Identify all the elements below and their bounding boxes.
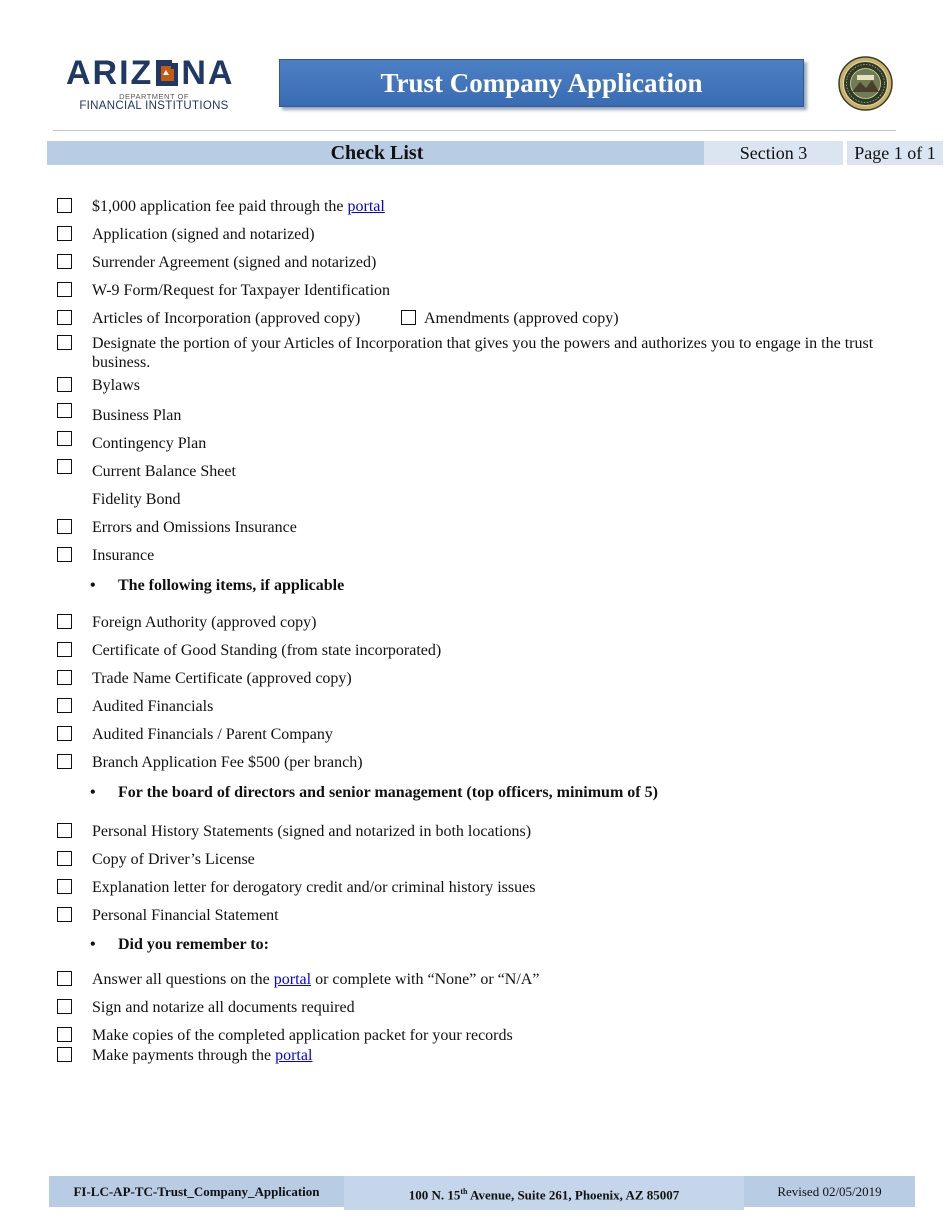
section-number: Section 3 xyxy=(704,141,843,165)
section-title-bar xyxy=(47,141,936,165)
checkbox[interactable] xyxy=(57,1027,72,1042)
checkbox[interactable] xyxy=(57,1047,72,1062)
portal-link[interactable]: portal xyxy=(347,198,385,215)
checkbox[interactable] xyxy=(57,823,72,838)
item-label: $1,000 application fee paid through the xyxy=(92,198,348,215)
footer-revised-date: Revised 02/05/2019 xyxy=(777,1184,882,1199)
item-label: Fidelity Bond xyxy=(92,491,181,508)
bullet-icon: • xyxy=(90,784,96,801)
item-label: Sign and notarize all documents required xyxy=(92,999,355,1016)
checkbox[interactable] xyxy=(57,431,72,446)
page-title: Check List xyxy=(330,142,424,164)
item-label: Current Balance Sheet xyxy=(92,463,236,480)
footer-form-id: FI-LC-AP-TC-Trust_Company_Application xyxy=(73,1184,320,1199)
header-divider xyxy=(53,130,896,131)
checkbox[interactable] xyxy=(57,459,72,474)
item-label: Foreign Authority (approved copy) xyxy=(92,614,317,631)
checkbox[interactable] xyxy=(57,698,72,713)
checkbox[interactable] xyxy=(57,335,72,350)
checkbox[interactable] xyxy=(57,642,72,657)
logo-text-left: ARIZ xyxy=(66,53,154,92)
item-label: Copy of Driver’s License xyxy=(92,851,255,868)
footer-address-street: 100 N. 15 xyxy=(408,1187,461,1203)
logo-department: DEPARTMENT OF xyxy=(119,92,189,101)
checkbox[interactable] xyxy=(57,254,72,269)
logo-institutions: FINANCIAL INSTITUTIONS xyxy=(79,100,229,112)
checkbox[interactable] xyxy=(57,670,72,685)
checkbox[interactable] xyxy=(57,519,72,534)
section-heading-text: For the board of directors and senior management (top officers, minimum of 5) xyxy=(118,784,658,801)
item-label: Explanation letter for derogatory credit and/or criminal history issues xyxy=(92,879,536,896)
item-label: Bylaws xyxy=(92,377,140,394)
checkbox[interactable] xyxy=(57,726,72,741)
checkbox[interactable] xyxy=(57,879,72,894)
checkbox[interactable] xyxy=(57,226,72,241)
footer-address xyxy=(344,1176,744,1210)
logo-text-right: NA xyxy=(181,53,235,92)
checkbox[interactable] xyxy=(57,907,72,922)
item-label: Make copies of the completed application packet for your records xyxy=(92,1027,513,1044)
footer-address-city: Avenue, Suite 261, Phoenix, AZ 85007 xyxy=(467,1187,680,1203)
item-label: Audited Financials / Parent Company xyxy=(92,726,333,743)
item-label: Errors and Omissions Insurance xyxy=(92,519,297,536)
item-label: Insurance xyxy=(92,547,155,564)
item-label: Surrender Agreement (signed and notarized) xyxy=(92,254,377,271)
checkbox[interactable] xyxy=(57,547,72,562)
section-heading-text: Did you remember to: xyxy=(118,936,269,953)
footer-address-suffix: th xyxy=(460,1187,468,1196)
checkbox[interactable] xyxy=(57,310,72,325)
document-title-banner: Trust Company Application xyxy=(279,59,804,107)
item-label: Branch Application Fee $500 (per branch) xyxy=(92,754,363,771)
item-label: Answer all questions on the xyxy=(92,971,274,988)
amendments-label: Amendments (approved copy) xyxy=(424,310,619,327)
item-label: Personal Financial Statement xyxy=(92,907,279,924)
item-label-end: or complete with “None” or “N/A” xyxy=(311,971,540,988)
item-label: Trade Name Certificate (approved copy) xyxy=(92,670,352,687)
checkbox[interactable] xyxy=(57,851,72,866)
portal-link[interactable]: portal xyxy=(273,971,312,988)
checkbox[interactable] xyxy=(57,198,72,213)
item-label: Designate the portion of your Articles of Incorporation that gives you the powers and authorizes you to engage in the trust business. xyxy=(92,335,874,371)
section-heading-text: The following items, if applicable xyxy=(118,577,345,594)
checkbox[interactable] xyxy=(57,999,72,1014)
item-label: W-9 Form/Request for Taxpayer Identification xyxy=(92,282,391,299)
item-label: Audited Financials xyxy=(92,698,214,715)
arizona-state-icon xyxy=(154,58,180,88)
checkbox[interactable] xyxy=(57,282,72,297)
item-label: Business Plan xyxy=(92,407,182,424)
bullet-icon: • xyxy=(90,577,96,594)
amendments-checkbox[interactable] xyxy=(401,310,416,325)
logo-wordmark xyxy=(66,55,234,91)
checkbox[interactable] xyxy=(57,614,72,629)
checkbox[interactable] xyxy=(57,377,72,392)
portal-link[interactable]: portal xyxy=(275,1047,313,1064)
item-label: Personal History Statements (signed and notarized in both locations) xyxy=(92,823,532,840)
arizona-state-seal-icon xyxy=(838,56,893,111)
bullet-icon: • xyxy=(90,936,96,953)
item-label: Contingency Plan xyxy=(92,435,207,452)
item-label: Application (signed and notarized) xyxy=(92,226,315,243)
item-label: Certificate of Good Standing (from state incorporated) xyxy=(92,642,442,659)
page-number: Page 1 of 1 xyxy=(847,141,943,165)
page-footer xyxy=(49,1176,915,1207)
item-label: Articles of Incorporation (approved copy) xyxy=(92,310,361,327)
arizona-dfi-logo xyxy=(66,55,241,115)
checkbox[interactable] xyxy=(57,403,72,418)
item-label: Make payments through the xyxy=(92,1047,276,1064)
checkbox[interactable] xyxy=(57,971,72,986)
checkbox[interactable] xyxy=(57,754,72,769)
